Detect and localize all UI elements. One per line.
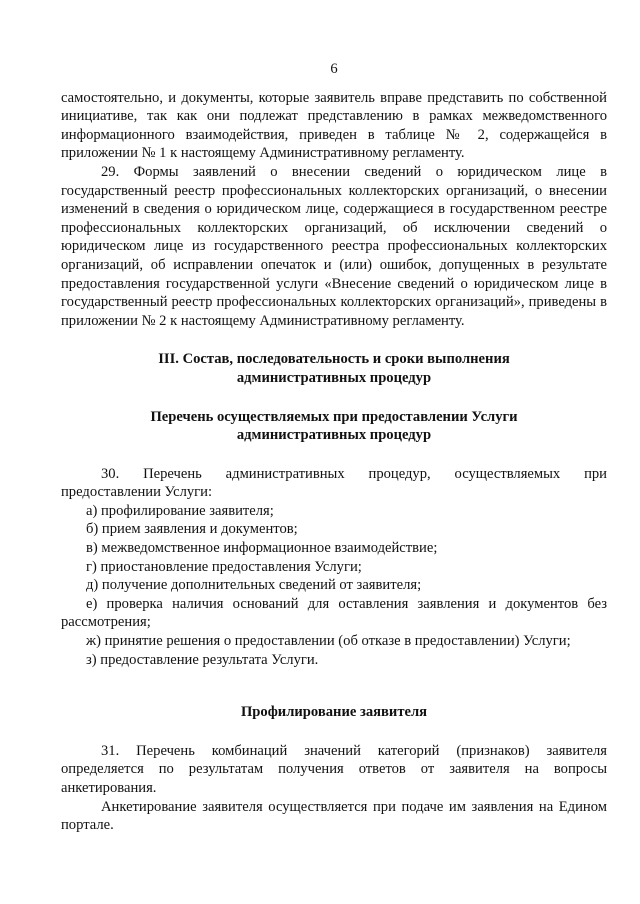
section-heading-line2: административных процедур — [236, 369, 432, 386]
paragraph-survey: Анкетирование заявителя осуществляется при подаче им заявления на Едином портале. — [61, 798, 607, 834]
list-item: д) получение дополнительных сведений от заявителя; — [86, 577, 422, 594]
subheading-line1: Перечень осуществляемых при предоставлении Услуги — [150, 408, 518, 425]
page-number: 6 — [330, 61, 338, 77]
section-heading-line1: III. Состав, последовательность и сроки выполнения — [158, 351, 510, 368]
profiling-heading: Профилирование заявителя — [240, 704, 428, 721]
list-item: в) межведомственное информационное взаимодействие; — [86, 540, 438, 557]
list-item: ж) принятие решения о предоставлении (об отказе в предоставлении) Услуги; — [86, 633, 571, 650]
procedures-list — [61, 502, 607, 669]
paragraph-29: 29. Формы заявлений о внесении сведений о юридическом лице в государственный реестр профессиональных коллекторских организаций, о внесении изменений в сведения о юридическом лице, содержащиеся в государственном реестре профессиональных коллекторских организаций, об исключении сведений о юридическом лице из государственного реестра профессиональных коллекторских организаций, об исправлении опечаток и (или) ошибок, допущенных в результате предоставления государственной услуги «Внесение сведений о юридическом лице в государственный реестр профессиональных коллекторских организаций», приведены в приложении № 2 к настоящему Административному регламенту. — [61, 163, 607, 329]
list-item: е) проверка наличия оснований для оставления заявления и документов без рассмотрения; — [61, 595, 607, 631]
subheading-line2: административных процедур — [236, 427, 432, 444]
subheading — [61, 408, 607, 445]
section-heading — [61, 350, 607, 387]
paragraph-31: 31. Перечень комбинаций значений категорий (признаков) заявителя определяется по результатам получения ответов от заявителя на вопросы анкетирования. — [61, 742, 607, 796]
list-item: з) предоставление результата Услуги. — [86, 651, 319, 668]
list-item: б) прием заявления и документов; — [86, 521, 298, 538]
document-page — [61, 60, 607, 835]
list-item: г) приостановление предоставления Услуги; — [86, 558, 362, 575]
paragraph-30: 30. Перечень административных процедур, осуществляемых при предоставлении Услуги: — [61, 465, 607, 501]
intro-paragraph: самостоятельно, и документы, которые заявитель вправе представить по собственной инициативе, так как они подлежат представлению в рамках межведомственного информационного взаимодействия, приведен в таблице № 2, содержащейся в приложении № 1 к настоящему Административному регламенту. — [61, 89, 607, 162]
list-item: а) профилирование заявителя; — [86, 502, 274, 519]
